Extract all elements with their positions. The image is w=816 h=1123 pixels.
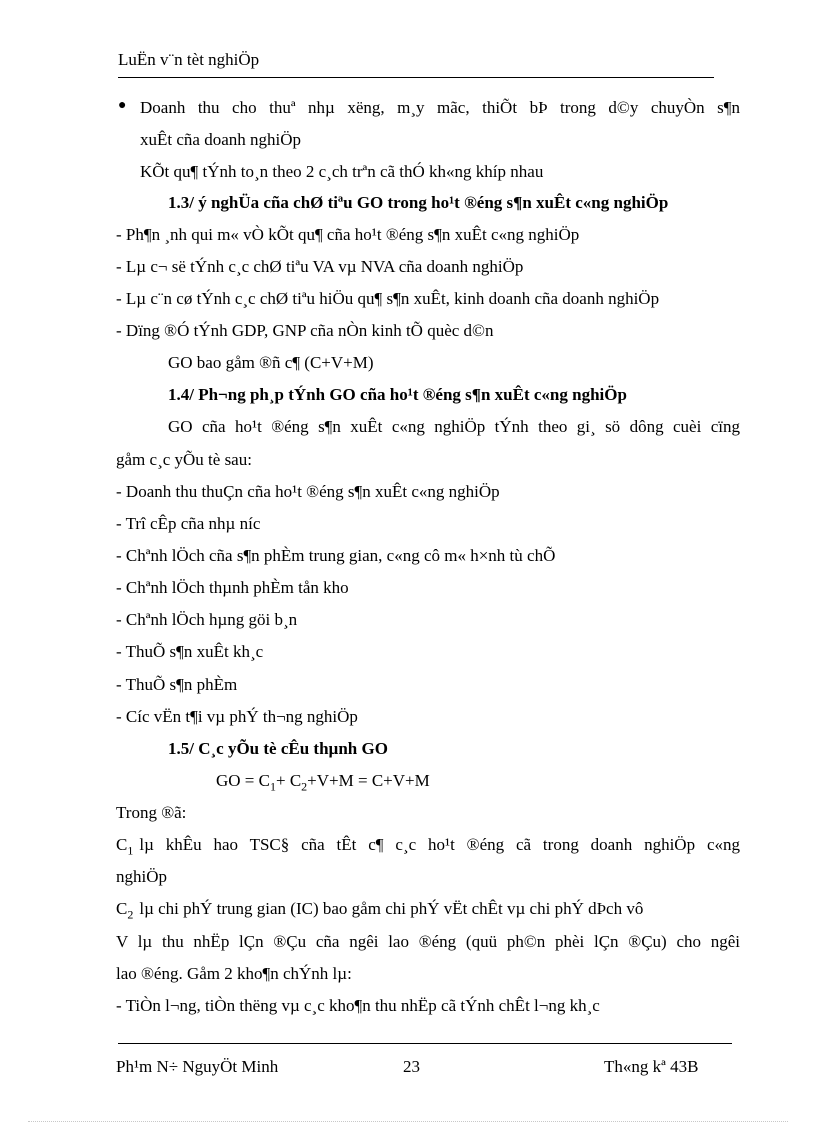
text-line: - Chªnh lÖch thµnh phÈm tån kho — [116, 578, 349, 597]
header-rule — [118, 77, 714, 78]
text-line: - Trî cÊp cña nhµ níc — [116, 514, 261, 533]
text-line: Trong ®ã: — [116, 803, 187, 822]
text-line — [116, 899, 643, 924]
bullet-icon: ● — [118, 98, 127, 113]
section-heading: 1.3/ ý nghÜa cña chØ tiªu GO trong ho¹t ®éng s¶n xuÊt c«ng nghiÖp — [168, 193, 669, 212]
text-line: nghiÖp — [116, 867, 167, 886]
text-line: GO cña ho¹t ®éng s¶n xuÊt c«ng nghiÖp tÝnh theo gi¸ sö dông cuèi cïng — [168, 417, 740, 436]
footer-rule — [118, 1043, 732, 1044]
text-line: - Lµ c¨n cø tÝnh c¸c chØ tiªu hiÖu qu¶ s¶n xuÊt, kinh doanh cña doanh nghiÖp — [116, 289, 660, 308]
text-line: - TiÒn l¬ng, tiÒn thëng vµ c¸c kho¶n thu nhËp cã tÝnh chÊt l¬ng kh¸c — [116, 996, 600, 1015]
page-header: LuËn v¨n tèt nghiÖp — [118, 50, 260, 69]
text-line: xuÊt cña doanh nghiÖp — [140, 130, 301, 149]
formula-part: GO = C — [216, 771, 270, 790]
footer-class: Th«ng kª 43B — [604, 1057, 699, 1076]
formula — [216, 771, 430, 796]
text-line: gåm c¸c yÕu tè sau: — [116, 450, 252, 469]
text-line: - ThuÕ s¶n phÈm — [116, 675, 238, 694]
footer-author: Ph¹m N÷ NguyÖt Minh — [116, 1057, 279, 1076]
text-line: lao ®éng. Gåm 2 kho¶n chÝnh lµ: — [116, 964, 352, 983]
page-boundary — [28, 1121, 788, 1122]
section-heading: 1.5/ C¸c yÕu tè cÊu thµnh GO — [168, 739, 388, 758]
text-line: - Dïng ®Ó tÝnh GDP, GNP cña nÒn kinh tÕ quèc d©n — [116, 321, 494, 340]
formula-part: +V+M = C+V+M — [307, 771, 430, 790]
formula-subscript: 2 — [301, 779, 308, 794]
text-line: - Ph¶n ¸nh qui m« vÒ kÕt qu¶ cña ho¹t ®éng s¶n xuÊt c«ng nghiÖp — [116, 225, 580, 244]
formula-subscript: 1 — [269, 779, 276, 794]
formula-part: + C — [275, 771, 302, 790]
text-line: KÕt qu¶ tÝnh to¸n theo 2 c¸ch trªn cã thÓ kh«ng khíp nhau — [140, 162, 544, 181]
text-line: V lµ thu nhËp lÇn ®Çu cña ngêi lao ®éng (quü ph©n phèi lÇn ®Çu) cho ngêi — [116, 932, 740, 951]
text-line: - ThuÕ s¶n xuÊt kh¸c — [116, 642, 264, 661]
page-number: 23 — [403, 1057, 420, 1076]
text-line-body: lµ chi phÝ trung gian (IC) bao gåm chi phÝ vËt chÊt vµ chi phÝ dÞch vô — [139, 899, 644, 918]
text-line: GO bao gåm ®ñ c¶ (C+V+M) — [168, 353, 374, 372]
symbol-c2: $C_2$ — [116, 899, 134, 922]
text-line: - Cíc vËn t¶i vµ phÝ th¬ng nghiÖp — [116, 707, 358, 726]
text-line: - Lµ c¬ së tÝnh c¸c chØ tiªu VA vµ NVA cña doanh nghiÖp — [116, 257, 524, 276]
text-line: - Chªnh lÖch cña s¶n phÈm trung gian, c«ng cô m« h×nh tù chÕ — [116, 546, 556, 565]
section-heading: 1.4/ Ph¬ng ph¸p tÝnh GO cña ho¹t ®éng s¶n xuÊt c«ng nghiÖp — [168, 385, 627, 404]
text-line: - Chªnh lÖch hµng göi b¸n — [116, 610, 298, 629]
text-line: Doanh thu cho thuª nhµ xëng, m¸y mãc, thiÕt bÞ trong d©y chuyÒn s¶n — [140, 98, 740, 117]
text-line: - Doanh thu thuÇn cña ho¹t ®éng s¶n xuÊt c«ng nghiÖp — [116, 482, 500, 501]
symbol-c1: $C_1$ — [116, 835, 134, 858]
text-line — [116, 835, 740, 860]
text-line-body: lµ khÊu hao TSC§ cña tÊt c¶ c¸c ho¹t ®éng cã trong doanh nghiÖp c«ng — [139, 835, 740, 854]
